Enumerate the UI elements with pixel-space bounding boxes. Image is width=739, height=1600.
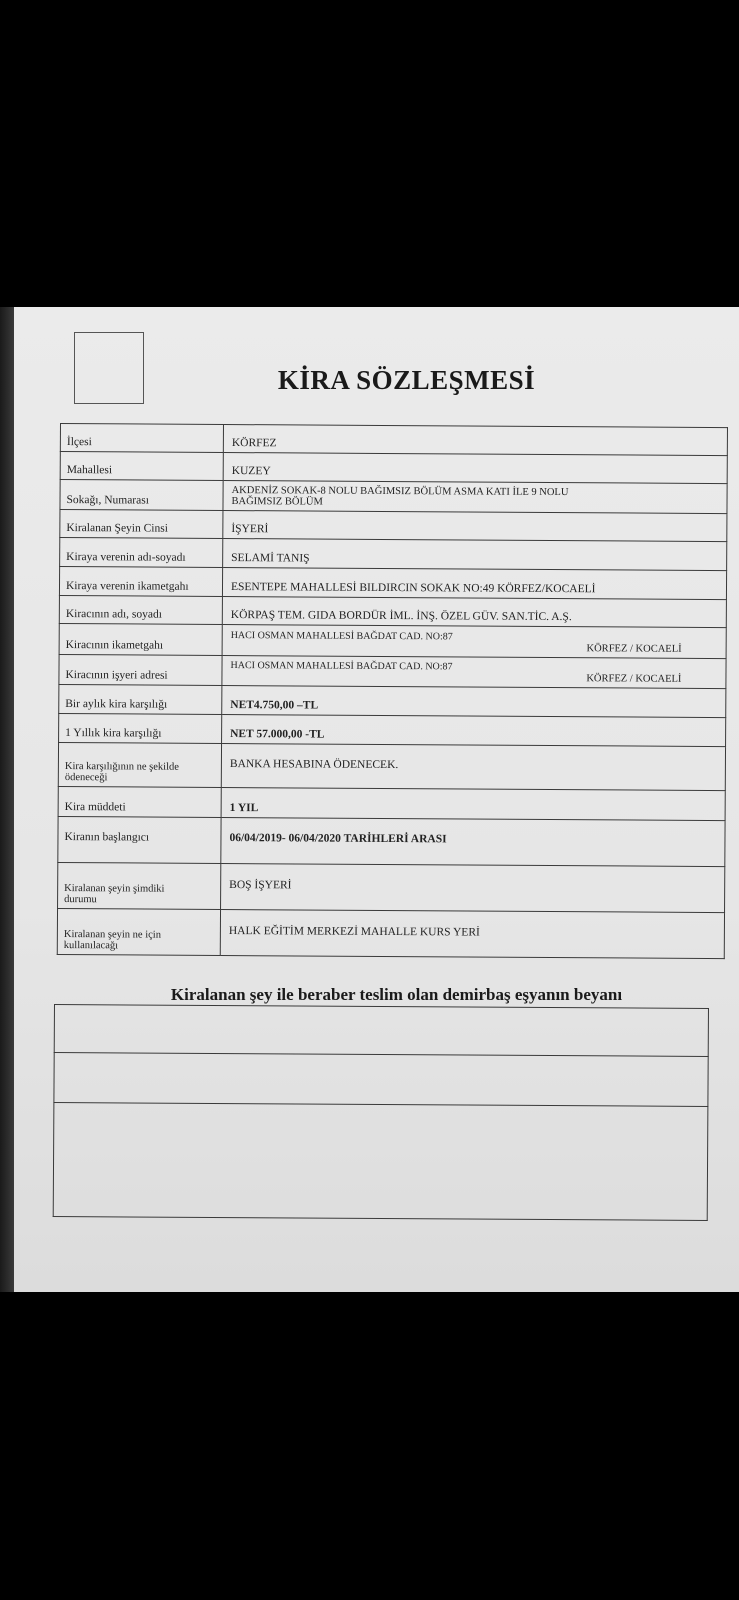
table-row <box>59 713 726 746</box>
row-label-line1: Kira karşılığının ne şekilde <box>64 760 179 773</box>
table-row <box>60 510 727 542</box>
row-label: 1 Yıllık kira karşılığı <box>59 713 222 743</box>
inventory-cell <box>53 1103 708 1221</box>
row-value-line1: AKDENİZ SOKAK-8 NOLU BAĞIMSIZ BÖLÜM ASMA KATI İLE 9 NOLU <box>231 484 569 499</box>
row-label-line2: ödeneceği <box>64 772 108 784</box>
row-label-line2: durumu <box>64 894 97 906</box>
row-label <box>57 908 220 955</box>
table-row <box>58 742 725 790</box>
row-label: Kiralanan Şeyin Cinsi <box>60 510 223 539</box>
paper-edge-shadow <box>0 307 14 1292</box>
row-label: Kiranın başlangıcı <box>58 816 221 863</box>
table-row <box>59 623 726 658</box>
table-row <box>58 786 725 820</box>
row-label-line2: kullanılacağı <box>63 940 119 952</box>
row-value: NET4.750,00 –TL <box>222 685 726 717</box>
inventory-section-title: Kiralanan şey ile beraber teslim olan demirbaş eşyanın beyanı <box>170 985 623 1004</box>
row-value-city: KÖRFEZ / KOCAELİ <box>586 673 682 686</box>
inventory-row <box>54 1053 708 1107</box>
row-label: Bir aylık kira karşılığı <box>59 684 222 714</box>
table-row <box>57 908 724 958</box>
row-label: Kiracının adı, soyadı <box>59 595 222 624</box>
row-value: 06/04/2019- 06/04/2020 TARİHLERİ ARASI <box>221 817 725 866</box>
row-label <box>58 742 221 787</box>
row-label: Kiracının işyeri adresi <box>59 654 222 685</box>
table-row <box>60 538 727 571</box>
row-value <box>223 480 727 513</box>
row-label: Kiraya verenin adı-soyadı <box>60 538 223 568</box>
row-value <box>222 624 726 658</box>
row-value: İŞYERİ <box>223 510 727 541</box>
inventory-row <box>54 1005 708 1057</box>
table-row <box>59 595 726 627</box>
table-row <box>59 654 726 688</box>
table-row <box>59 567 726 600</box>
table-row <box>60 424 727 456</box>
row-value: NET 57.000,00 -TL <box>222 714 726 746</box>
row-value: HALK EĞİTİM MERKEZİ MAHALLE KURS YERİ <box>220 909 724 958</box>
row-value: 1 YIL <box>221 787 725 820</box>
row-label: İlçesi <box>60 424 223 453</box>
row-label: Kiraya verenin ikametgahı <box>59 567 222 597</box>
inventory-cell <box>54 1005 708 1057</box>
table-row <box>59 684 726 717</box>
row-value: KUZEY <box>223 452 727 483</box>
inventory-cell <box>54 1053 708 1107</box>
row-label: Kiracının ikametgahı <box>59 623 222 655</box>
contract-details-table <box>57 423 728 959</box>
row-value-line2: BAĞIMSIZ BÖLÜM <box>231 496 323 509</box>
row-value: BOŞ İŞYERİ <box>221 863 725 912</box>
row-value: KÖRFEZ <box>223 424 727 455</box>
document-title: KİRA SÖZLEŞMESİ <box>277 365 536 395</box>
inventory-row <box>53 1103 708 1221</box>
table-row <box>58 816 725 866</box>
row-label-line1: Kiralanan şeyin şimdiki <box>64 882 165 895</box>
row-label <box>58 862 221 909</box>
table-row <box>60 452 727 484</box>
table-row <box>58 862 725 912</box>
row-value <box>222 655 726 688</box>
row-value: BANKA HESABINA ÖDENECEK. <box>221 743 725 790</box>
row-value: KÖRPAŞ TEM. GIDA BORDÜR İML. İNŞ. ÖZEL GÜV. SAN.TİC. A.Ş. <box>222 596 726 627</box>
table-row <box>60 480 727 514</box>
inventory-table <box>53 1004 709 1221</box>
row-value-address: HACI OSMAN MAHALLESİ BAĞDAT CAD. NO:87 <box>230 630 453 643</box>
row-value-city: KÖRFEZ / KOCAELİ <box>586 643 682 656</box>
row-label-line1: Kiralanan şeyin ne için <box>63 928 162 941</box>
row-label: Kira müddeti <box>58 786 221 817</box>
row-label: Sokağı, Numarası <box>60 480 223 511</box>
row-value: ESENTEPE MAHALLESİ BILDIRCIN SOKAK NO:49 KÖRFEZ/KOCAELİ <box>222 567 726 599</box>
row-value-address: HACI OSMAN MAHALLESİ BAĞDAT CAD. NO:87 <box>230 660 453 673</box>
row-value: SELAMİ TANIŞ <box>223 538 727 570</box>
row-label: Mahallesi <box>60 452 223 481</box>
contract-page <box>14 307 739 1292</box>
